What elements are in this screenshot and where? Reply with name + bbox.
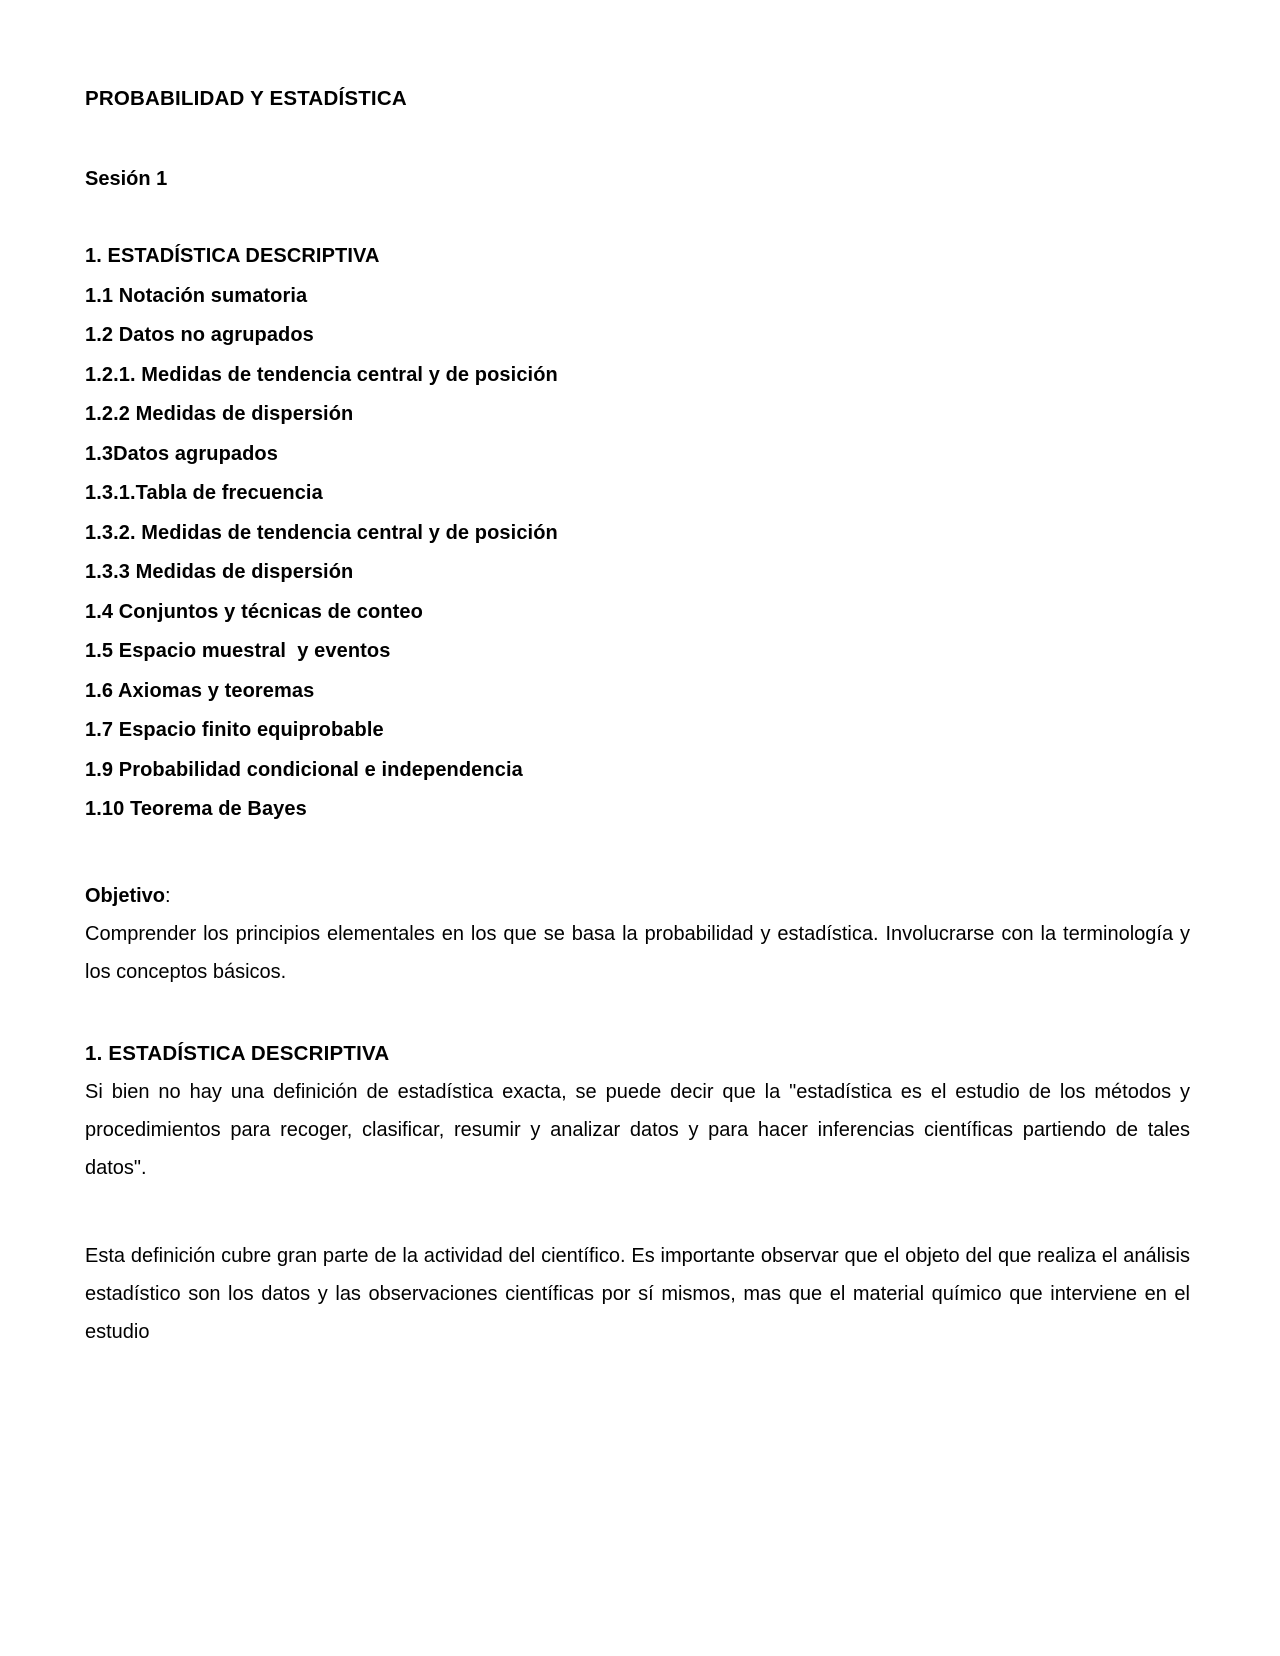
objective-text: Comprender los principios elementales en los que se basa la probabilidad y estadística. Involucrarse con la terminología y los conceptos básicos. bbox=[85, 922, 1190, 983]
section-paragraph-2: Esta definición cubre gran parte de la actividad del científico. Es importante observar que el objeto del que realiza el análisis estadístico son los datos y las observaciones científicas por sí mismos, mas que el material químico que interviene en el estudio bbox=[85, 1244, 1190, 1343]
section-paragraph-1: Si bien no hay una definición de estadística exacta, se puede decir que la "estadística es el estudio de los métodos y procedimientos para recoger, clasificar, resumir y analizar datos y para hacer inferencias científicas partiendo de tales datos". bbox=[85, 1080, 1190, 1179]
toc-heading: 1. ESTADÍSTICA DESCRIPTIVA bbox=[85, 245, 380, 267]
toc-item: 1.3Datos agrupados bbox=[85, 442, 278, 465]
toc-item: 1.3.2. Medidas de tendencia central y de posición bbox=[85, 521, 558, 544]
toc-item: 1.6 Axiomas y teoremas bbox=[85, 679, 315, 702]
session-heading: Sesión 1 bbox=[85, 168, 168, 190]
objective-colon: : bbox=[165, 884, 171, 907]
toc-item: 1.5 Espacio muestral y eventos bbox=[85, 640, 391, 662]
toc-item: 1.9 Probabilidad condicional e independencia bbox=[85, 758, 523, 781]
toc-item: 1.2.1. Medidas de tendencia central y de posición bbox=[85, 363, 558, 386]
objective-heading bbox=[85, 877, 1190, 915]
toc-item: 1.2.2 Medidas de dispersión bbox=[85, 403, 354, 425]
objective-label: Objetivo bbox=[85, 884, 166, 907]
toc-item: 1.10 Teorema de Bayes bbox=[85, 798, 307, 820]
toc-item: 1.7 Espacio finito equiprobable bbox=[85, 719, 384, 741]
document-title: PROBABILIDAD Y ESTADÍSTICA bbox=[85, 87, 407, 110]
toc-item: 1.2 Datos no agrupados bbox=[85, 324, 314, 346]
table-of-contents bbox=[85, 237, 1190, 830]
toc-item: 1.3.1.Tabla de frecuencia bbox=[85, 482, 323, 504]
toc-item: 1.3.3 Medidas de dispersión bbox=[85, 561, 354, 583]
section-heading: 1. ESTADÍSTICA DESCRIPTIVA bbox=[85, 1041, 390, 1065]
toc-item: 1.1 Notación sumatoria bbox=[85, 284, 308, 307]
toc-item: 1.4 Conjuntos y técnicas de conteo bbox=[85, 600, 423, 623]
